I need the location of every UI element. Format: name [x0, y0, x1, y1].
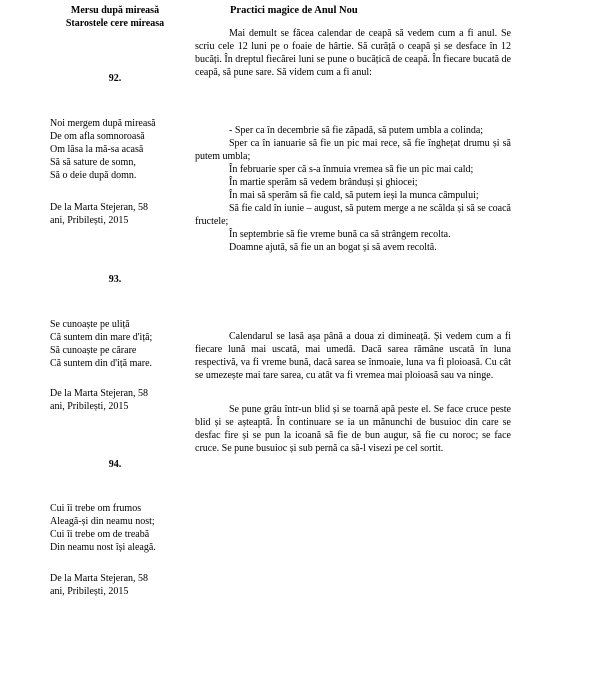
source-line: De la Marta Stejeran, 58 — [50, 388, 149, 399]
poem-line: Noi mergem după mireasă — [50, 118, 156, 129]
poem-line: Să o deie după domn. — [50, 170, 137, 181]
poem-number: 93. — [108, 274, 122, 285]
source-line: ani, Pribilești, 2015 — [50, 586, 129, 597]
paragraph-2: Calendarul se lasă așa până a doua zi dimineață. Și vedem cum a fi fiecare lună mai uscată, mai umedă. Dacă sarea rămâne uscată în luna respectivă, va fi vreme bună, dacă sarea se înmoaie, luna va fi ploioasă. Cu cât se umezește mai tare sarea, cu atât va fi vremea mai ploioasă sau va ninge. — [195, 331, 511, 381]
poem-line: Aleagă-și din neamu nost; — [50, 516, 155, 527]
poem-line: Din neamu nost își aleagă. — [50, 542, 156, 553]
left-header-2: Starostele cere mireasa — [65, 18, 165, 29]
poem-source — [50, 572, 190, 598]
wish-item: Să fie cald în iunie – august, să putem merge a ne scălda și să se coacă fructele; — [195, 203, 511, 227]
source-line: De la Marta Stejeran, 58 — [50, 573, 149, 584]
paragraph-3: Se pune grâu într-un blid și se toarnă apă peste el. Se face cruce peste blid și se așteaptă. În continuare se ia un mănunchi de busuioc din care se desfac fire și se pun la icoană să fie de bun augur, să fie cu noroc; se face cruce. Se pune busuioc și sub pernă ca să-l visezi pe cel sortit. — [195, 404, 511, 454]
source-line: ani, Pribilești, 2015 — [50, 215, 129, 226]
wish-item: Sper ca în ianuarie să fie un pic mai rece, să fie înghețat drumu și să putem umbla; — [195, 138, 511, 162]
wishes-list — [195, 124, 511, 254]
poem-block — [50, 318, 190, 370]
wish-item: În mai să sperăm să fie cald, să putem ieși la munca câmpului; — [229, 190, 479, 201]
poem-line: Să să sature de somn, — [50, 157, 136, 168]
source-line: De la Marta Stejeran, 58 — [50, 202, 149, 213]
poem-line: Om lăsa la mă-sa acasă — [50, 144, 144, 155]
poem-line: Să cunoaște pe cărare — [50, 345, 137, 356]
wish-item: În februarie sper că s-a înmuia vremea să fie un pic mai cald; — [229, 164, 474, 175]
poem-line: Că suntem din mare d'iță; — [50, 332, 153, 343]
poem-block — [50, 117, 190, 182]
wish-item: În septembrie să fie vreme bună ca să strângem recolta. — [229, 229, 451, 240]
wish-item: - Sper ca în decembrie să fie zăpadă, să putem umbla a colinda; — [229, 125, 484, 136]
poem-line: Că suntem din d'iță mare. — [50, 358, 153, 369]
wish-item: Doamne ajută, să fie un an bogat și să avem recoltă. — [229, 242, 437, 253]
poem-block — [50, 502, 190, 554]
poem-number: 92. — [108, 73, 122, 84]
section-title: Practici magice de Anul Nou — [230, 5, 358, 16]
left-header-1: Mersu după mireasă — [70, 5, 160, 16]
source-line: ani, Pribilești, 2015 — [50, 401, 129, 412]
poem-source — [50, 201, 190, 227]
poem-line: Se cunoaște pe uliță — [50, 319, 130, 330]
intro-paragraph: Mai demult se făcea calendar de ceapă să vedem cum a fi anul. Se scriu cele 12 luni pe o foaie de hârtie. Să curăță o ceapă și se desface în 12 bucăți. În dreptul fiecărei luni se pune o bucățică de ceapă. În fiecare bucată de ceapă, să pune sare. Să videm cum a fi anul: — [195, 28, 511, 78]
poem-source — [50, 387, 190, 413]
poem-line: Cui îi trebe om de treabă — [50, 529, 150, 540]
wish-item: În martie sperăm să vedem brânduși și ghiocei; — [229, 177, 418, 188]
poem-line: De om afla somnoroasă — [50, 131, 145, 142]
poem-number: 94. — [108, 459, 122, 470]
poem-line: Cui îi trebe om frumos — [50, 503, 142, 514]
